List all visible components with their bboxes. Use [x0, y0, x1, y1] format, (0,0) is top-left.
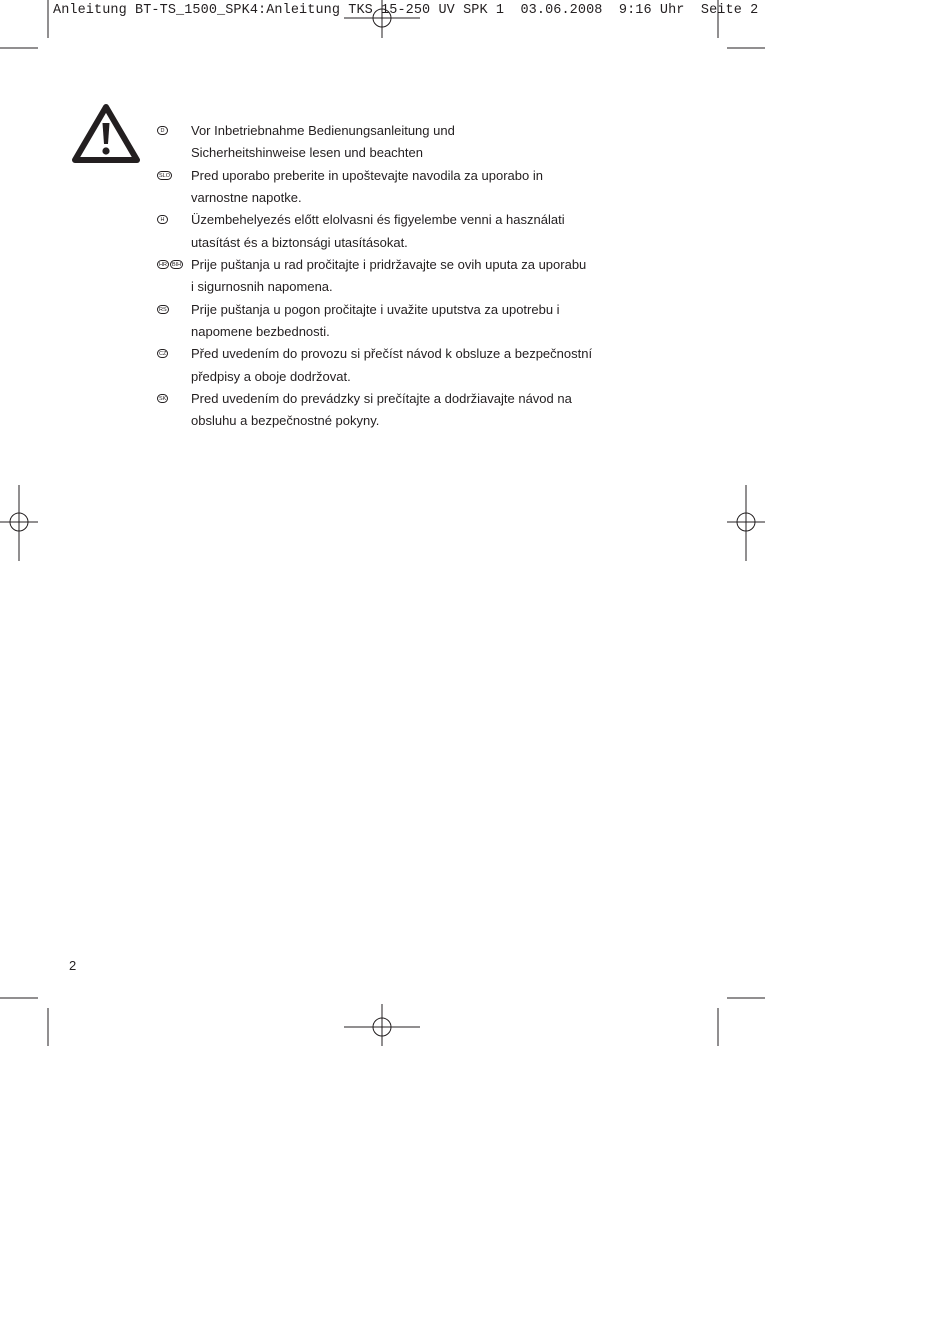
note-line: Sicherheitshinweise lesen und beachten	[191, 145, 423, 161]
safety-note-sk	[157, 388, 627, 433]
safety-note-h	[157, 209, 627, 254]
language-code-badge: D	[157, 126, 168, 135]
safety-notes-list	[157, 120, 627, 433]
note-line: i sigurnosnih napomena.	[191, 279, 333, 295]
language-code-badge: RS	[159, 306, 167, 313]
safety-note-hr-bih	[157, 254, 627, 299]
language-code-badges	[157, 171, 172, 180]
language-code-badges	[157, 305, 169, 314]
language-code-badge: SK	[159, 396, 167, 403]
note-line: Vor Inbetriebnahme Bedienungsanleitung und	[191, 123, 455, 138]
warning-triangle-icon	[72, 103, 140, 163]
note-line: Prije puštanja u pogon pročitajte i uvažite uputstva za upotrebu i	[191, 301, 560, 317]
language-code-badge: H	[157, 215, 168, 224]
language-code-badges	[157, 349, 168, 358]
page-number: 2	[69, 958, 77, 973]
note-line: Pred uporabo preberite in upoštevajte navodila za uporabo in	[191, 167, 543, 183]
note-line: předpisy a oboje dodržovat.	[191, 368, 351, 384]
safety-note-cz	[157, 343, 627, 388]
note-line: Pred uvedením do prevádzky si prečítajte a dodržiavajte návod na	[191, 391, 572, 407]
language-code-badge: BIH	[171, 262, 182, 269]
note-line: obsluhu a bezpečnostné pokyny.	[191, 413, 380, 429]
language-code-badge: CZ	[159, 351, 167, 358]
note-line: napomene bezbednosti.	[191, 324, 330, 340]
note-line: Prije puštanja u rad pročitajte i pridržavajte se ovih uputa za uporabu	[191, 257, 587, 273]
safety-note-slo	[157, 165, 627, 210]
print-slug: Anleitung BT-TS_1500_SPK4:Anleitung TKS 15-250 UV SPK 1 03.06.2008 9:16 Uhr Seite 2	[53, 3, 759, 18]
note-line: Üzembehelyezés előtt elolvasni és figyelembe venni a használati	[191, 212, 565, 228]
safety-note-de	[157, 120, 627, 165]
language-code-badges	[157, 215, 168, 224]
note-line: Před uvedením do provozu si přečíst návod k obsluze a bezpečnostní	[191, 346, 593, 362]
language-code-badges	[157, 394, 168, 403]
safety-note-rs	[157, 299, 627, 344]
language-code-badges	[157, 126, 168, 135]
language-code-badges	[157, 260, 183, 269]
language-code-badge: HR	[159, 262, 167, 269]
language-code-badge: SLO	[159, 172, 171, 179]
note-line: varnostne napotke.	[191, 190, 302, 206]
note-line: utasítást és a biztonsági utasításokat.	[191, 234, 408, 250]
